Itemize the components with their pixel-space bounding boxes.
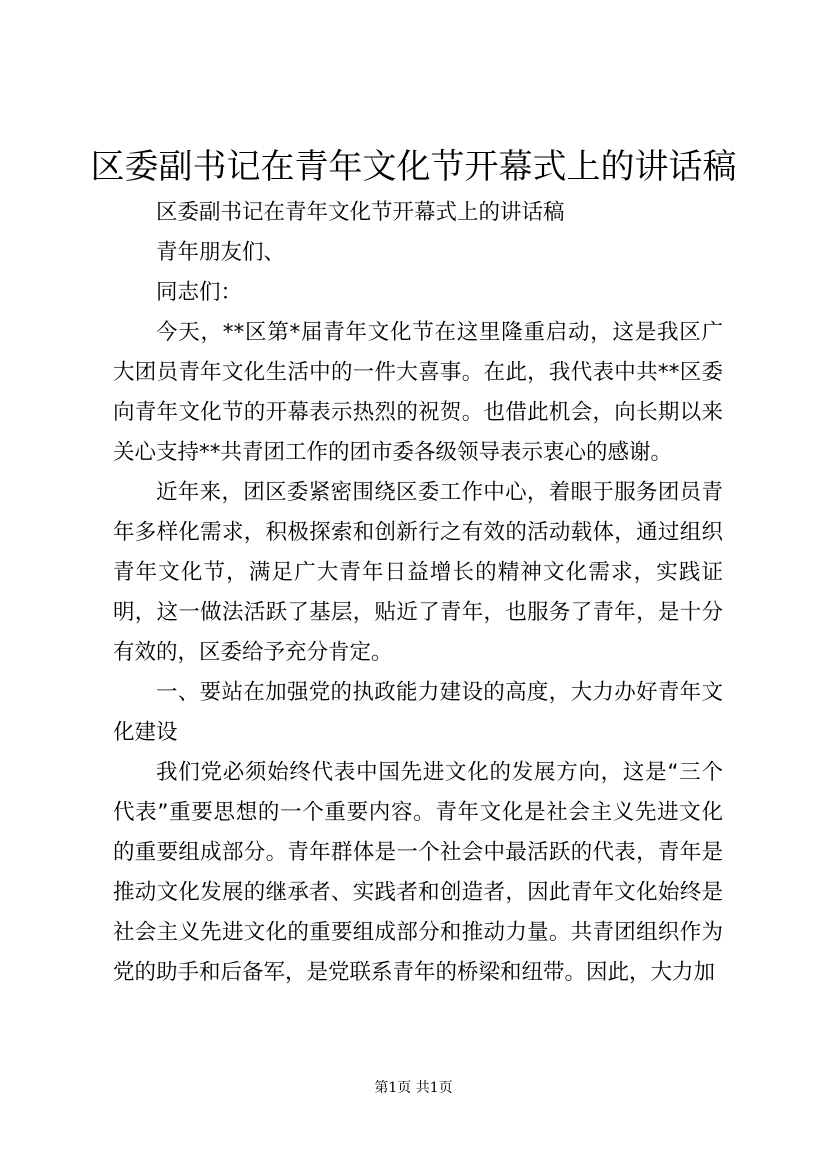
paragraph: 我们党必须始终代表中国先进文化的发展方向，这是“三个代表”重要思想的一个重要内容。青年文化是社会主义先进文化的重要组成部分。青年群体是一个社会中最活跃的代表，青年是推动文化发展的继承者、实践者和创造者，因此青年文化始终是社会主义先进文化的重要组成部分和推动力量。共青团组织作为党的助手和后备军，是党联系青年的桥梁和纽带。因此，大力加 bbox=[113, 760, 723, 985]
paragraph: 近年来，团区委紧密围绕区委工作中心，着眼于服务团员青年多样化需求，积极探索和创新行之有效的活动载体，通过组织青年文化节，满足广大青年日益增长的精神文化需求，实践证明，这一做法活跃了基层，贴近了青年，也服务了青年，是十分有效的，区委给予充分肯定。 bbox=[113, 480, 723, 665]
paragraph: 青年朋友们、 bbox=[156, 240, 286, 265]
paragraph: 一、要站在加强党的执政能力建设的高度，大力办好青年文化建设 bbox=[113, 680, 723, 745]
paragraph: 今天，**区第*届青年文化节在这里隆重启动，这是我区广大团员青年文化生活中的一件大喜事。在此，我代表中共**区委向青年文化节的开幕表示热烈的祝贺。也借此机会，向长期以来关心支持**共青团工作的团市委各级领导表示衷心的感谢。 bbox=[113, 320, 723, 465]
document-title: 区委副书记在青年文化节开幕式上的讲话稿 bbox=[90, 147, 737, 187]
document-body bbox=[113, 193, 723, 993]
page-footer: 第1页 共1页 bbox=[374, 1080, 453, 1096]
paragraph: 区委副书记在青年文化节开幕式上的讲话稿 bbox=[156, 200, 565, 225]
paragraph: 同志们： bbox=[156, 280, 243, 305]
